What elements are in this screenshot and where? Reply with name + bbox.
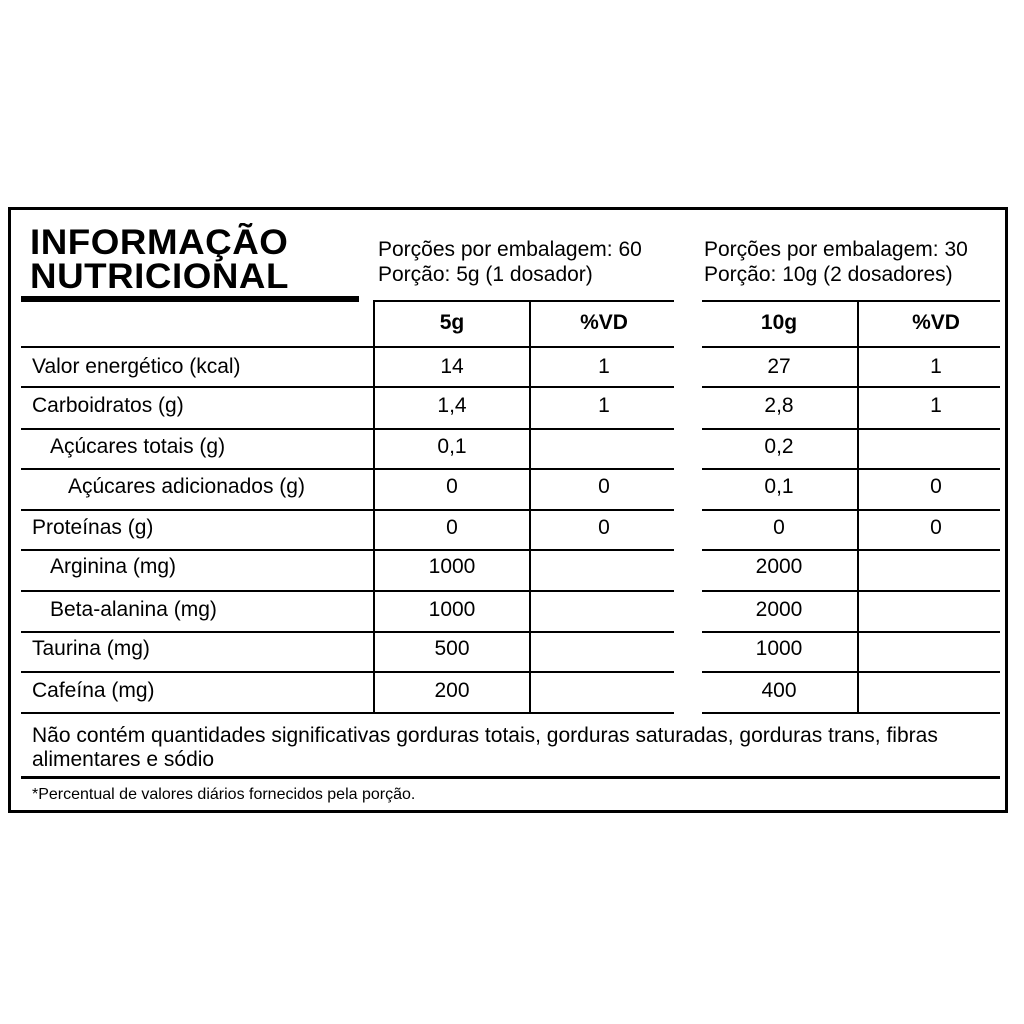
table-rule — [702, 671, 1000, 673]
nutrient-value: 500 — [434, 637, 470, 660]
table-rule — [702, 509, 1000, 511]
column-divider — [373, 300, 375, 714]
table-rule — [21, 428, 674, 430]
nutrient-value: 1 — [598, 394, 610, 417]
table-rule — [702, 590, 1000, 592]
portion-block-5g — [378, 237, 642, 287]
column-header: 5g — [439, 311, 465, 334]
table-rule — [702, 300, 1000, 302]
serving-size: Porção: 5g (1 dosador) — [378, 263, 593, 286]
column-header: 10g — [760, 311, 798, 334]
table-rule — [702, 468, 1000, 470]
table-rule — [21, 509, 674, 511]
nutrient-value: 2000 — [755, 598, 803, 621]
table-rule — [702, 386, 1000, 388]
nutrient-value: 1,4 — [437, 394, 467, 417]
nutrient-label: Açúcares totais (g) — [50, 435, 226, 458]
nutrient-value: 0 — [598, 516, 610, 539]
table-rule — [21, 346, 674, 348]
nutrient-label: Beta-alanina (mg) — [50, 598, 217, 621]
nutrient-value: 0 — [446, 475, 458, 498]
nutrient-label: Açúcares adicionados (g) — [68, 475, 305, 498]
table-rule — [702, 631, 1000, 633]
footnote: *Percentual de valores diários fornecidos pela porção. — [32, 786, 416, 803]
title-line-1: INFORMAÇÃO — [30, 223, 289, 262]
nutrient-value: 0,1 — [764, 475, 794, 498]
serving-size: Porção: 10g (2 dosadores) — [704, 263, 953, 286]
table-rule — [702, 428, 1000, 430]
nutrient-value: 1000 — [428, 598, 476, 621]
servings-per-package: Porções por embalagem: 30 — [704, 238, 968, 261]
nutrient-value: 14 — [440, 355, 464, 378]
not-significant-note: Não contém quantidades significativas gorduras totais, gorduras saturadas, gorduras trans, fibras alimentares e sódio — [32, 724, 938, 771]
table-rule — [702, 712, 1000, 714]
nutrient-label: Taurina (mg) — [32, 637, 150, 660]
column-divider — [857, 300, 859, 714]
nutrient-label: Arginina (mg) — [50, 555, 177, 578]
column-header: %VD — [580, 311, 628, 334]
nutrient-value: 2000 — [755, 555, 803, 578]
column-divider — [529, 300, 531, 714]
nutrient-value: 0 — [773, 516, 785, 539]
portion-block-10g — [704, 237, 968, 287]
table-rule — [702, 549, 1000, 551]
nutrient-label: Carboidratos (g) — [32, 394, 184, 417]
title-line-2: NUTRICIONAL — [30, 257, 289, 296]
footer-rule — [21, 776, 1000, 779]
table-rule — [21, 590, 674, 592]
table-rule — [21, 468, 674, 470]
nutrient-value: 0,1 — [437, 435, 467, 458]
table-rule — [21, 712, 674, 714]
table-rule — [21, 386, 674, 388]
table-rule — [21, 631, 674, 633]
nutrient-label: Cafeína (mg) — [32, 679, 155, 702]
nutrient-value: 0 — [930, 475, 942, 498]
table-rule — [702, 346, 1000, 348]
nutrient-value: 400 — [761, 679, 797, 702]
nutrient-value: 200 — [434, 679, 470, 702]
table-rule — [21, 549, 674, 551]
nutrient-value: 1 — [930, 355, 942, 378]
nutrient-value: 0,2 — [764, 435, 794, 458]
nutrient-value: 0 — [446, 516, 458, 539]
nutrient-label: Proteínas (g) — [32, 516, 154, 539]
nutrient-value: 2,8 — [764, 394, 794, 417]
nutrient-value: 1000 — [428, 555, 476, 578]
table-rule — [21, 671, 674, 673]
table-rule — [373, 300, 674, 302]
title-underline — [21, 296, 359, 302]
nutrient-value: 1 — [598, 355, 610, 378]
nutrient-label: Valor energético (kcal) — [32, 355, 241, 378]
nutrient-value: 0 — [598, 475, 610, 498]
column-header: %VD — [912, 311, 960, 334]
nutrient-value: 27 — [767, 355, 791, 378]
nutrient-value: 0 — [930, 516, 942, 539]
nutrient-value: 1000 — [755, 637, 803, 660]
nutrient-value: 1 — [930, 394, 942, 417]
servings-per-package: Porções por embalagem: 60 — [378, 238, 642, 261]
